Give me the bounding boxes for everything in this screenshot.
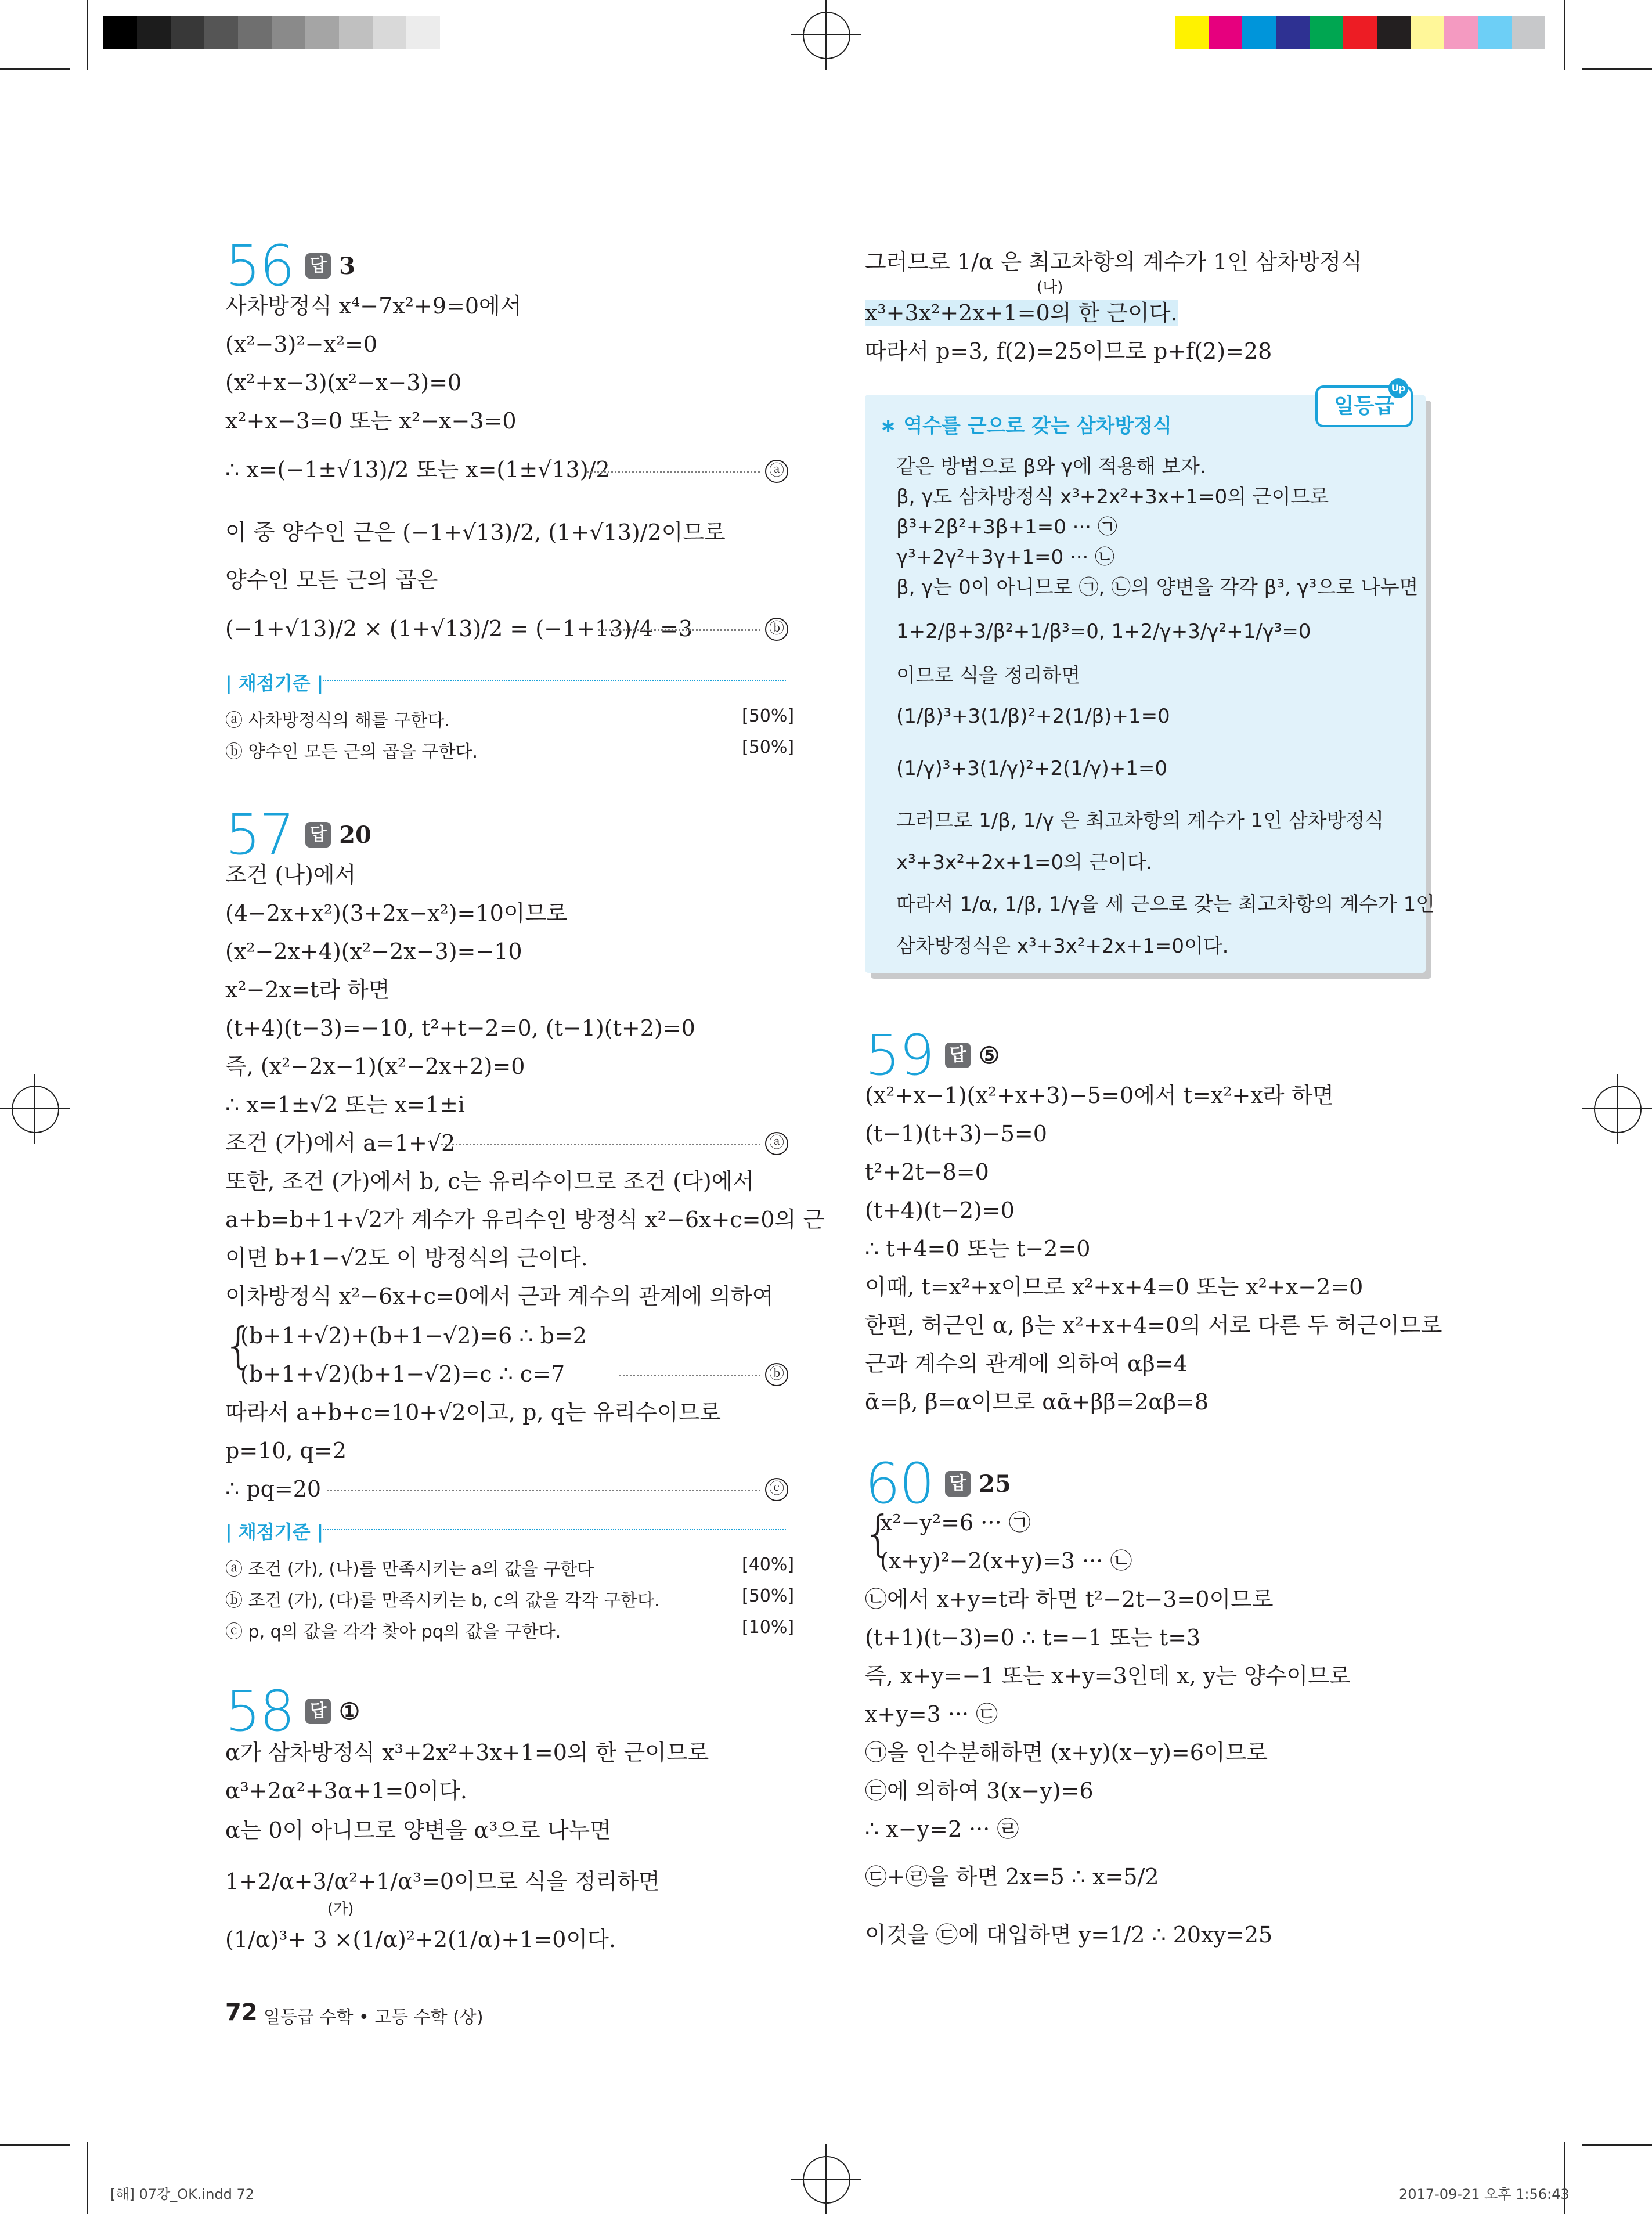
- color-swatch: [103, 16, 137, 49]
- answer-value: 20: [339, 821, 371, 849]
- book-title: 일등급 수학 • 고등 수학 (상): [264, 2007, 484, 2028]
- answer-badge: 답: [305, 822, 331, 848]
- solution-line: (x²+x−1)(x²+x+3)−5=0에서 t=x²+x라 하면: [865, 1083, 1334, 1108]
- highlighted-equation: x³+3x²+2x+1=0의 한 근이다.: [865, 300, 1178, 326]
- dotted-leader: [327, 1490, 760, 1491]
- solution-line: 1+2/α+3/α²+1/α³=0이므로 식을 정리하면: [225, 1869, 660, 1894]
- tip-badge-text: 일등급: [1333, 394, 1395, 418]
- answer-badge: 답: [305, 1699, 331, 1724]
- criteria-item: ⓑ 양수인 모든 근의 곱을 구한다.: [225, 742, 478, 762]
- color-swatch: [406, 16, 440, 49]
- tip-line: 그러므로 1/β, 1/γ 은 최고차항의 계수가 1인 삼차방정식: [896, 809, 1384, 832]
- question-number: 59: [865, 1023, 934, 1088]
- answer-badge: 답: [945, 1471, 971, 1497]
- solution-line: α³+2α²+3α+1=0이다.: [225, 1778, 468, 1804]
- criteria-item: ⓑ 조건 (가), (다)를 만족시키는 b, c의 값을 각각 구한다.: [225, 1591, 660, 1611]
- solution-line: (x²+x−3)(x²−x−3)=0: [225, 370, 462, 395]
- solution-line: ∴ t+4=0 또는 t−2=0: [865, 1236, 1091, 1261]
- color-swatch: [1478, 16, 1512, 49]
- solution-line: x²−2x=t라 하면: [225, 977, 390, 1003]
- color-swatch: [1175, 16, 1209, 49]
- solution-line: ㉠을 인수분해하면 (x+y)(x−y)=6이므로: [865, 1740, 1268, 1765]
- tip-line: (1/γ)³+3(1/γ)²+2(1/γ)+1=0: [896, 757, 1167, 780]
- question-number: 60: [865, 1451, 934, 1516]
- solution-line: (t+4)(t−3)=−10, t²+t−2=0, (t−1)(t+2)=0: [225, 1015, 695, 1041]
- tip-line: β, γ도 삼차방정식 x³+2x²+3x+1=0의 근이므로: [896, 485, 1329, 509]
- solution-line: (4−2x+x²)(3+2x−x²)=10이므로: [225, 900, 568, 926]
- color-swatch: [1377, 16, 1411, 49]
- solution-line: a+b=b+1+√2가 계수가 유리수인 방정식 x²−6x+c=0의 근: [225, 1207, 825, 1232]
- color-swatch: [238, 16, 272, 49]
- solution-line: [865, 300, 1178, 326]
- solution-line: p=10, q=2: [225, 1438, 347, 1463]
- tip-title-text: 역수를 근으로 갖는 삼차방정식: [903, 414, 1172, 438]
- solution-line: t²+2t−8=0: [865, 1159, 989, 1185]
- color-swatch: [1242, 16, 1276, 49]
- tip-line: 1+2/β+3/β²+1/β³=0, 1+2/γ+3/γ²+1/γ³=0: [896, 620, 1311, 643]
- tip-line: (1/β)³+3(1/β)²+2(1/β)+1=0: [896, 705, 1170, 728]
- solution-line: 또한, 조건 (가)에서 b, c는 유리수이므로 조건 (다)에서: [225, 1169, 755, 1194]
- marker-b: ⓑ: [765, 1363, 788, 1386]
- color-swatch: [1444, 16, 1478, 49]
- solution-line: 이면 b+1−√2도 이 방정식의 근이다.: [225, 1245, 588, 1271]
- color-bar: [1175, 16, 1545, 49]
- solution-line: α는 0이 아니므로 양변을 α³으로 나누면: [225, 1818, 612, 1843]
- color-swatch: [1310, 16, 1343, 49]
- brace-icon: {: [223, 1317, 254, 1374]
- solution-line: x²−y²=6 ··· ㉠: [880, 1510, 1031, 1535]
- question-59-header: [865, 1023, 1000, 1088]
- solution-line: ㉡에서 x+y=t라 하면 t²−2t−3=0이므로: [865, 1586, 1274, 1612]
- question-56-header: [225, 233, 355, 298]
- criteria-title-text: 채점기준: [238, 672, 311, 694]
- color-swatch: [272, 16, 305, 49]
- dotted-leader: [441, 1144, 760, 1145]
- question-number: 57: [225, 802, 294, 867]
- solution-line: x²+x−3=0 또는 x²−x−3=0: [225, 408, 517, 434]
- criteria-percent: [50%]: [742, 706, 795, 726]
- solution-line: (t+1)(t−3)=0 ∴ t=−1 또는 t=3: [865, 1625, 1201, 1650]
- tip-title: ∗ 역수를 근으로 갖는 삼차방정식: [880, 414, 1172, 438]
- color-swatch: [1276, 16, 1310, 49]
- timestamp: 2017-09-21 오후 1:56:43: [1399, 2186, 1570, 2202]
- answer-value: 25: [979, 1470, 1011, 1498]
- crop-mark: [87, 2142, 88, 2214]
- tip-line: β, γ는 0이 아니므로 ㉠, ㉡의 양변을 각각 β³, γ³으로 나누면: [896, 576, 1419, 599]
- color-swatch: [1512, 16, 1545, 49]
- solution-line: (b+1+√2)+(b+1−√2)=6 ∴ b=2: [240, 1323, 587, 1348]
- solution-line: ᾱ=β, β̄=α이므로 αᾱ+ββ̄=2αβ=8: [865, 1389, 1209, 1415]
- solution-line: ∴ x−y=2 ··· ㉣: [865, 1816, 1019, 1842]
- question-number: 56: [225, 233, 294, 298]
- crop-mark: [87, 0, 88, 70]
- question-60-header: [865, 1451, 1011, 1516]
- solution-line: 양수인 모든 근의 곱은: [225, 567, 438, 593]
- solution-line: (x²−2x+4)(x²−2x−3)=−10: [225, 939, 522, 964]
- solution-line: ∴ x=(−1±√13)/2 또는 x=(1±√13)/2: [225, 457, 610, 482]
- label-ga: (가): [327, 1901, 354, 1918]
- dotted-leader: [598, 629, 760, 631]
- color-swatch: [1411, 16, 1444, 49]
- criteria-divider: [323, 680, 786, 681]
- solution-line: α가 삼차방정식 x³+2x²+3x+1=0의 한 근이므로: [225, 1740, 709, 1765]
- color-swatch: [137, 16, 171, 49]
- criteria-title-text: 채점기준: [238, 1521, 311, 1543]
- marker-c: ⓒ: [765, 1478, 788, 1501]
- solution-line: 이 중 양수인 근은 (−1+√13)/2, (1+√13)/2이므로: [225, 520, 726, 545]
- registration-mark: [791, 2144, 861, 2214]
- registration-mark: [0, 1074, 70, 1144]
- solution-line: (t−1)(t+3)−5=0: [865, 1121, 1047, 1146]
- criteria-title: | 채점기준 |: [225, 672, 324, 694]
- crop-mark: [0, 68, 70, 70]
- solution-line: 즉, x+y=−1 또는 x+y=3인데 x, y는 양수이므로: [865, 1663, 1351, 1689]
- criteria-percent: [10%]: [742, 1617, 795, 1638]
- crop-mark: [1582, 68, 1652, 70]
- color-swatch: [373, 16, 406, 49]
- solution-line: 따라서 p=3, f(2)=25이므로 p+f(2)=28: [865, 338, 1272, 364]
- color-swatch: [204, 16, 238, 49]
- solution-line: (1/α)³+ 3 ×(1/α)²+2(1/α)+1=0이다.: [225, 1927, 616, 1952]
- registration-mark: [791, 0, 861, 70]
- tip-line: β³+2β²+3β+1=0 ··· ㉠: [896, 515, 1117, 539]
- answer-badge: 답: [305, 253, 331, 279]
- page-number: 72: [225, 1999, 258, 2026]
- brace-icon: {: [863, 1505, 894, 1562]
- solution-line: 한편, 허근인 α, β는 x²+x+4=0의 서로 다른 두 허근이므로: [865, 1312, 1442, 1338]
- solution-line: ㉢에 의하여 3(x−y)=6: [865, 1778, 1094, 1804]
- solution-line: 근과 계수의 관계에 의하여 αβ=4: [865, 1351, 1188, 1376]
- question-58-header: [225, 1679, 360, 1744]
- crop-mark: [1564, 0, 1565, 70]
- solution-line: 이것을 ㉢에 대입하면 y=1/2 ∴ 20xy=25: [865, 1922, 1273, 1948]
- tip-line: x³+3x²+2x+1=0의 근이다.: [896, 851, 1153, 874]
- criteria-title: | 채점기준 |: [225, 1521, 324, 1543]
- solution-line: 사차방정식 x⁴−7x²+9=0에서: [225, 293, 522, 319]
- file-info: [해] 07강_OK.indd 72: [110, 2186, 255, 2202]
- crop-mark: [1582, 2144, 1652, 2146]
- solution-line: 따라서 a+b+c=10+√2이고, p, q는 유리수이므로: [225, 1400, 721, 1425]
- tip-line: 이므로 식을 정리하면: [896, 664, 1081, 687]
- color-swatch: [171, 16, 204, 49]
- answer-badge: 답: [945, 1043, 971, 1068]
- color-swatch: [1209, 16, 1242, 49]
- solution-line: (x+y)²−2(x+y)=3 ··· ㉡: [880, 1548, 1132, 1574]
- criteria-divider: [323, 1529, 786, 1530]
- solution-line: (t+4)(t−2)=0: [865, 1198, 1015, 1223]
- tip-line: γ³+2γ²+3γ+1=0 ··· ㉡: [896, 546, 1115, 569]
- grayscale-bar: [103, 16, 440, 49]
- marker-b: ⓑ: [765, 618, 788, 641]
- question-number: 58: [225, 1679, 294, 1744]
- tip-line: 같은 방법으로 β와 γ에 적용해 보자.: [896, 455, 1206, 478]
- answer-value: ⑤: [979, 1041, 1000, 1069]
- criteria-item: ⓒ p, q의 값을 각각 찾아 pq의 값을 구한다.: [225, 1622, 561, 1642]
- registration-mark: [1582, 1074, 1652, 1144]
- color-swatch: [305, 16, 339, 49]
- dotted-leader: [586, 471, 760, 473]
- solution-line: ㉢+㉣을 하면 2x=5 ∴ x=5/2: [865, 1864, 1159, 1890]
- dotted-leader: [619, 1375, 760, 1376]
- solution-line: 조건 (나)에서: [225, 862, 356, 888]
- solution-line: (b+1+√2)(b+1−√2)=c ∴ c=7: [240, 1361, 565, 1387]
- criteria-percent: [50%]: [742, 1586, 795, 1606]
- answer-value: 3: [339, 252, 355, 280]
- solution-line: 그러므로 1/α 은 최고차항의 계수가 1인 삼차방정식: [865, 249, 1362, 275]
- crop-mark: [1564, 2142, 1565, 2214]
- tip-line: 따라서 1/α, 1/β, 1/γ을 세 근으로 갖는 최고차항의 계수가 1인: [896, 893, 1435, 916]
- color-swatch: [339, 16, 373, 49]
- answer-value: ①: [339, 1697, 360, 1725]
- solution-line: (−1+√13)/2 × (1+√13)/2 = (−1+13)/4 =3: [225, 616, 693, 641]
- criteria-item: ⓐ 조건 (가), (나)를 만족시키는 a의 값을 구한다: [225, 1559, 594, 1580]
- question-57-header: [225, 802, 371, 867]
- up-icon: Up: [1388, 378, 1408, 398]
- label-na: (나): [1037, 279, 1063, 296]
- criteria-percent: [50%]: [742, 737, 795, 758]
- solution-line: (x²−3)²−x²=0: [225, 331, 378, 357]
- solution-line: 이때, t=x²+x이므로 x²+x+4=0 또는 x²+x−2=0: [865, 1274, 1364, 1300]
- crop-mark: [0, 2144, 70, 2146]
- color-swatch: [1343, 16, 1377, 49]
- solution-line: 조건 (가)에서 a=1+√2: [225, 1130, 456, 1156]
- criteria-item: ⓐ 사차방정식의 해를 구한다.: [225, 711, 450, 731]
- solution-line: 이차방정식 x²−6x+c=0에서 근과 계수의 관계에 의하여: [225, 1283, 774, 1309]
- criteria-percent: [40%]: [742, 1555, 795, 1575]
- solution-line: ∴ pq=20: [225, 1476, 322, 1502]
- solution-line: x+y=3 ··· ㉢: [865, 1701, 998, 1727]
- solution-line: ∴ x=1±√2 또는 x=1±i: [225, 1092, 465, 1117]
- marker-a: ⓐ: [765, 1132, 788, 1155]
- tip-line: 삼차방정식은 x³+3x²+2x+1=0이다.: [896, 935, 1229, 958]
- marker-a: ⓐ: [765, 460, 788, 483]
- solution-line: 즉, (x²−2x−1)(x²−2x+2)=0: [225, 1054, 525, 1079]
